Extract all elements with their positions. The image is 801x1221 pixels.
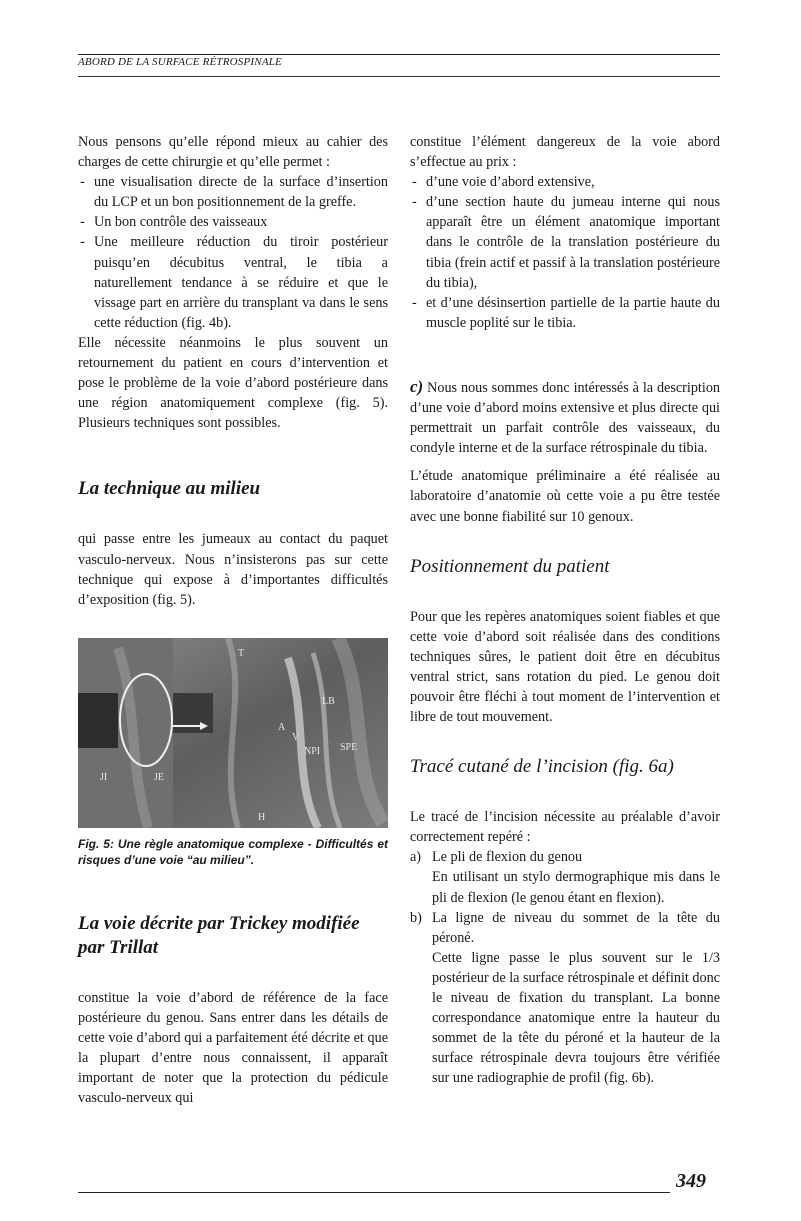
header-rule	[78, 76, 720, 77]
running-head: ABORD DE LA SURFACE RÉTROSPINALE	[78, 56, 282, 68]
figure-caption: Fig. 5: Une règle anatomique complexe - Difficultés et risques d’une voie “au milieu”.	[78, 836, 388, 867]
list-item	[410, 847, 720, 907]
paragraph: qui passe entre les jumeaux au contact du paquet vasculo-nerveux. Nous n’insisterons pas sur cette technique qui expose à d’importantes difficultés d’exposition (fig. 5).	[78, 531, 388, 608]
list-item: - d’une voie d’abord extensive,	[410, 172, 720, 192]
item-body: Cette ligne passe le plus souvent sur le 1/3 postérieur de la surface rétrospinale et définit donc le niveau de fixation du transplant. La bonne correspondance anatomique entre la hauteur du sommet de la tête du péroné et la hauteur de la surface rétrospinale devra toujours être vérifiée sur une radiographie de profil (fig. 6b).	[432, 949, 720, 1087]
cost-list	[410, 172, 720, 333]
item-marker: b)	[410, 909, 422, 926]
paragraph: constitue l’élément dangereux de la voie abord s’effectue au prix :	[410, 134, 720, 171]
list-item: - d’une section haute du jumeau interne qui nous apparaît être un élément anatomique important dans le contrôle de la translation postérieure du tibia (frein actif et passif à la translation postérieure du tibia),	[410, 192, 720, 292]
item-body: En utilisant un stylo dermographique mis dans le pli de flexion (le genou étant en flexion).	[432, 869, 720, 906]
paragraph: L’étude anatomique préliminaire a été réalisée au laboratoire d’anatomie où cette voie a pu être testée avec une bonne fiabilité sur 10 genoux.	[410, 468, 720, 525]
c-marker: c)	[410, 376, 424, 396]
intro-paragraph: Nous pensons qu’elle répond mieux au cahier des charges de cette chirurgie et qu’elle permet :	[78, 134, 388, 171]
label-v: V	[292, 731, 300, 743]
advantages-list	[78, 172, 388, 333]
paragraph: Pour que les repères anatomiques soient fiables et que cette voie d’abord soit réalisée dans des conditions techniques sûres, le patient doit être en décubitus ventral strict, sans rotation du pied. Le genou doit pouvoir être fléchi à tout moment de l’intervention et libre de tout mouvement.	[410, 608, 720, 726]
left-column	[78, 132, 388, 1108]
item-title: Le pli de flexion du genou	[432, 849, 583, 866]
paragraph: Elle nécessite néanmoins le plus souvent un retournement du patient en cours d’intervention et pose le problème de la voie d’abord postérieure dans une région anatomiquement complexe (fig. 5). Plusieurs techniques sont possibles.	[78, 334, 388, 432]
surgical-photo-image	[78, 638, 388, 828]
section-heading: Positionnement du patient	[410, 555, 610, 577]
label-t: T	[238, 647, 245, 659]
label-spe: SPE	[340, 741, 358, 753]
section-heading: La voie décrite par Trickey modifiée par Trillat	[78, 912, 360, 958]
label-h: H	[258, 811, 266, 823]
item-title: La ligne de niveau du sommet de la tête du péroné.	[432, 909, 720, 946]
label-je: JE	[154, 771, 164, 783]
section-heading: La technique au milieu	[78, 478, 261, 500]
footer-rule	[78, 1192, 670, 1193]
page-number: 349	[676, 1170, 706, 1192]
list-item: - une visualisation directe de la surface d’insertion du LCP et un bon positionnement de la greffe.	[78, 172, 388, 212]
landmark-list	[410, 847, 720, 1088]
label-lb: LB	[322, 695, 335, 707]
list-item: - Une meilleure réduction du tiroir postérieur puisqu’en décubitus ventral, le tibia a naturellement tendance à se réduire et que le vissage part en arrière du transplant va dans le sens cette réduction (fig. 4b).	[78, 232, 388, 332]
section-heading: Tracé cutané de l’incision (fig. 6a)	[410, 756, 674, 778]
label-ji: JI	[100, 771, 108, 783]
surgical-photo	[78, 638, 388, 828]
paragraph: Le tracé de l’incision nécessite au préalable d’avoir correctement repéré :	[410, 809, 720, 846]
label-npi: NPI	[304, 745, 321, 757]
list-item	[410, 908, 720, 1089]
item-marker: a)	[410, 849, 422, 866]
paragraph-text: Nous nous sommes donc intéressés à la description d’une voie d’abord moins extensive et plus directe qui permettrait un parfait contrôle des vaisseaux, du condyle interne et de la surface rétrospinale du tibia.	[410, 379, 720, 457]
list-item: - Un bon contrôle des vaisseaux	[78, 212, 388, 232]
top-rule	[78, 54, 720, 55]
label-a: A	[278, 721, 286, 733]
list-item: - et d’une désinsertion partielle de la partie haute du muscle poplité sur le tibia.	[410, 293, 720, 333]
right-column	[410, 132, 720, 1088]
paragraph-c	[410, 377, 720, 458]
paragraph: constitue la voie d’abord de référence de la face postérieure du genou. Sans entrer dans les détails de cette voie d’abord qui a parfaitement été décrite et que la plupart d’entre nous connaissent, il apparaît important de noter que la protection du pédicule vasculo-nerveux qui	[78, 989, 388, 1107]
